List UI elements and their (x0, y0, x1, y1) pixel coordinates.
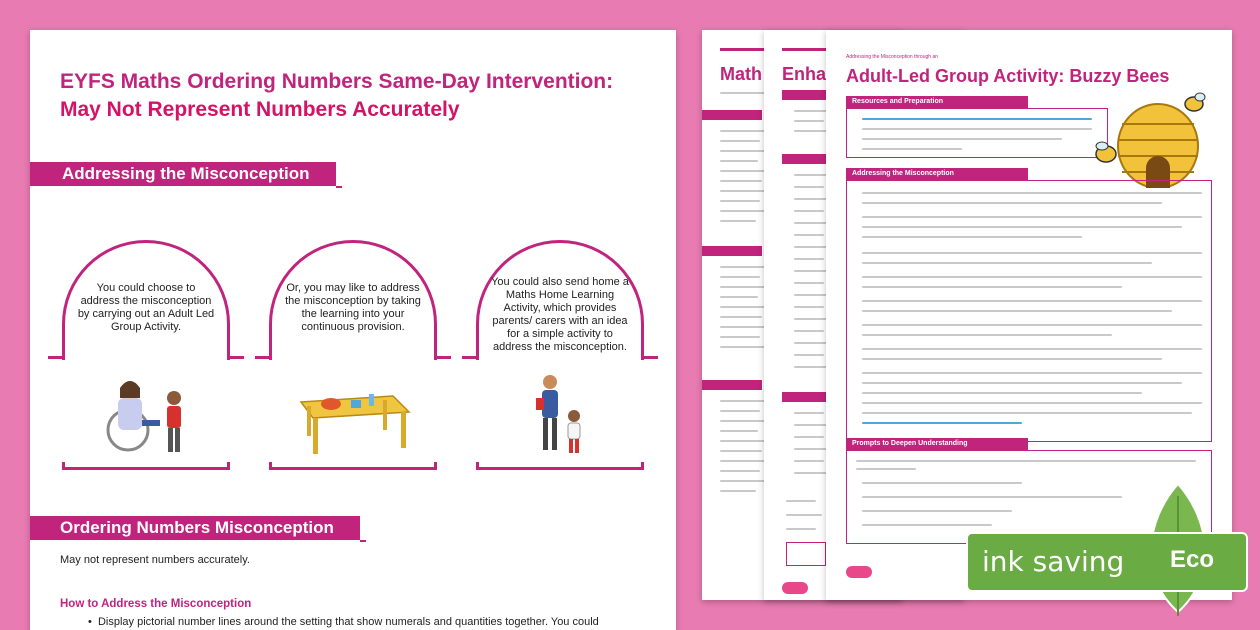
text-line (720, 460, 765, 462)
text-line (862, 482, 1022, 484)
text-line (794, 294, 828, 296)
text-line (794, 186, 824, 188)
text-line (794, 210, 824, 212)
text-line (720, 480, 765, 482)
text-line (794, 472, 828, 474)
text-line (794, 174, 828, 176)
section-pill (782, 154, 832, 164)
text-line (794, 330, 824, 332)
text-line (720, 130, 765, 132)
text-line (794, 424, 828, 426)
text-line (720, 326, 765, 328)
bullet-text: Display pictorial number lines around the setting that show numerals and quantities together. You could (97, 616, 599, 628)
card-base (62, 462, 230, 470)
text-line (862, 192, 1202, 194)
section-heading-addressing (30, 162, 336, 186)
text-line (862, 148, 962, 150)
text-line (720, 490, 756, 492)
text-line (862, 334, 1112, 336)
option-card-3 (476, 240, 644, 470)
text-line (720, 150, 765, 152)
text-line (720, 190, 765, 192)
text-line (862, 118, 1092, 120)
card-arch-wing (644, 356, 658, 359)
text-line (720, 210, 765, 212)
text-line (862, 510, 1012, 512)
text-line (862, 496, 1122, 498)
card-arch-wing (255, 356, 269, 359)
text-line (794, 448, 828, 450)
section-pill (782, 90, 832, 100)
text-line (720, 200, 760, 202)
text-line (794, 318, 828, 320)
text-line (862, 300, 1202, 302)
back-page-1-title: Math (720, 64, 762, 84)
card-text: Or, you may like to address the misconception by taking the learning into your continuous provision. (285, 282, 421, 333)
card-base (476, 462, 644, 470)
card-text: You could choose to address the misconception by carrying out an Adult Led Group Activity. (77, 282, 215, 333)
page-title-line1: EYFS Maths Ordering Numbers Same-Day Intervention: (60, 70, 614, 93)
text-line (794, 282, 824, 284)
text-line (862, 358, 1162, 360)
text-line (720, 296, 758, 298)
parent-child-walking-illustration (500, 368, 620, 458)
option-card-1 (62, 240, 230, 470)
text-line (862, 262, 1152, 264)
note-box (786, 542, 826, 566)
text-line (862, 286, 1122, 288)
text-line (794, 412, 824, 414)
card-arch-wing (230, 356, 244, 359)
text-line (720, 430, 758, 432)
logo-icon (846, 566, 872, 578)
text-line (720, 440, 765, 442)
text-line (720, 170, 765, 172)
text-line (720, 276, 760, 278)
text-line (856, 468, 916, 470)
text-line (720, 266, 765, 268)
text-line (794, 342, 828, 344)
text-line (786, 500, 816, 502)
table-illustration (293, 368, 413, 458)
text-line (720, 140, 760, 142)
back-page-3-title: Adult-Led Group Activity: Buzzy Bees (846, 66, 1170, 86)
text-line (794, 258, 824, 260)
addressing-heading: Addressing the Misconception (846, 168, 1028, 180)
text-line (786, 528, 816, 530)
text-line (794, 366, 828, 368)
section-pill (702, 110, 762, 120)
text-line (720, 336, 760, 338)
text-line (862, 252, 1202, 254)
text-line (862, 402, 1202, 404)
text-line (720, 420, 765, 422)
text-line (720, 316, 762, 318)
text-line (794, 460, 824, 462)
section-heading-text: Ordering Numbers Misconception (60, 518, 334, 537)
text-line (720, 470, 760, 472)
text-line (862, 202, 1162, 204)
bullet-item (88, 616, 668, 628)
section-pill (782, 392, 832, 402)
text-line (794, 234, 824, 236)
text-line (862, 276, 1202, 278)
text-line (794, 130, 828, 132)
section-pill (702, 380, 762, 390)
section-heading-misconception (30, 516, 360, 540)
text-line (862, 524, 992, 526)
text-line (720, 400, 765, 402)
text-line (862, 310, 1172, 312)
text-line (786, 514, 822, 516)
option-card-2 (269, 240, 437, 470)
main-page (30, 30, 676, 630)
logo-icon (782, 582, 808, 594)
text-line (720, 450, 762, 452)
card-arch-wing (462, 356, 476, 359)
text-line (720, 306, 765, 308)
text-line (720, 286, 765, 288)
text-line (794, 246, 828, 248)
text-line (862, 412, 1192, 414)
back-page-2-title: Enha (782, 64, 827, 84)
text-line (862, 128, 1092, 130)
text-line (720, 346, 765, 348)
text-line (862, 324, 1202, 326)
card-arch-wing (48, 356, 62, 359)
text-line (856, 460, 1196, 462)
text-line (862, 348, 1202, 350)
text-line (862, 392, 1142, 394)
how-to-heading: How to Address the Misconception (60, 598, 252, 610)
text-line (862, 216, 1202, 218)
text-line (720, 160, 758, 162)
text-line (862, 422, 1022, 424)
text-line (794, 306, 824, 308)
card-base (269, 462, 437, 470)
resources-heading: Resources and Preparation (846, 96, 1028, 108)
misconception-text: May not represent numbers accurately. (60, 554, 250, 566)
resources-box (846, 108, 1108, 158)
page-small-heading: Addressing the Misconception through an (846, 54, 939, 60)
section-heading-text: Addressing the Misconception (62, 164, 310, 183)
text-line (720, 92, 770, 94)
text-line (862, 236, 1082, 238)
text-line (862, 226, 1182, 228)
text-line (794, 270, 828, 272)
text-line (862, 138, 1062, 140)
text-line (862, 372, 1202, 374)
ink-saving-label: ink saving (982, 545, 1125, 578)
text-line (720, 220, 756, 222)
text-line (794, 110, 828, 112)
text-line (862, 382, 1182, 384)
section-pill (702, 246, 762, 256)
text-line (794, 198, 828, 200)
text-line (720, 180, 762, 182)
eco-label: Eco (1170, 546, 1215, 573)
text-line (794, 354, 824, 356)
page-title-line2: May Not Represent Numbers Accurately (60, 98, 460, 121)
text-line (720, 410, 760, 412)
card-text: You could also send home a Maths Home Learning Activity, which provides parents/ carers with an idea for a simple activity to address the misconception. (491, 276, 629, 353)
text-line (794, 120, 824, 122)
adult-child-wheelchair-illustration (86, 368, 206, 458)
text-line (794, 222, 828, 224)
card-arch-wing (437, 356, 451, 359)
bullet-icon: • (88, 616, 98, 628)
beehive-icon (1090, 84, 1210, 188)
text-line (794, 436, 824, 438)
prompts-heading: Prompts to Deepen Understanding (846, 438, 1028, 450)
